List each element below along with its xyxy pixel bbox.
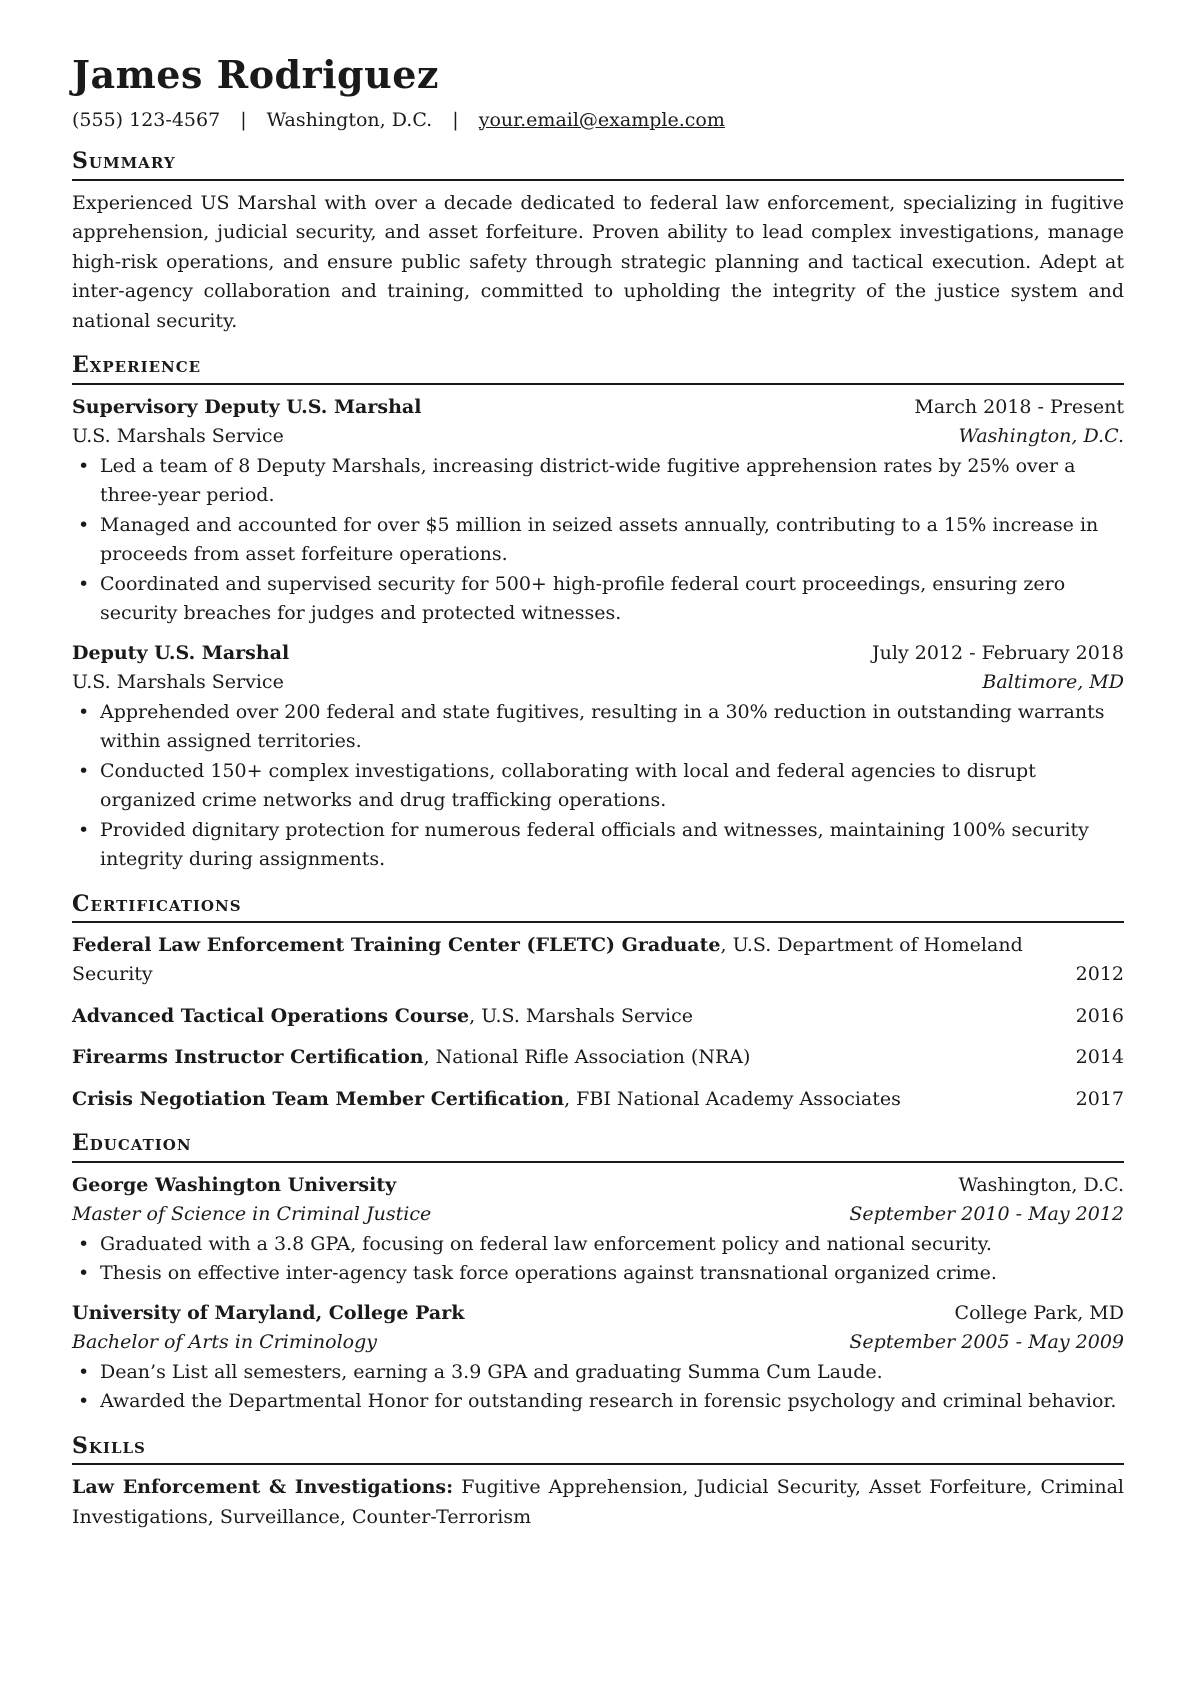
cert-name: Federal Law Enforcement Training Center (FLETC) Graduate (72, 933, 721, 956)
cert-issuer: , FBI National Academy Associates (564, 1087, 901, 1110)
bullet-item (72, 1358, 1124, 1388)
degree-name: Bachelor of Arts in Criminology (72, 1331, 378, 1354)
bullet-icon: • (78, 759, 90, 782)
bullet-icon: • (78, 454, 90, 477)
candidate-name: James Rodriguez (72, 52, 440, 97)
bullet-icon: • (78, 513, 90, 536)
bullet-icon: • (78, 1390, 90, 1413)
job-entry (72, 393, 1124, 629)
job-org: U.S. Marshals Service (72, 671, 284, 694)
skill-list: Fugitive Apprehension, Judicial Security, Asset Forfeiture, Criminal Investigations, Surveillance, Counter-Terrorism (72, 1476, 1124, 1528)
cert-issuer: , National Rifle Association (NRA) (423, 1046, 751, 1069)
cert-year: 2012 (1075, 963, 1124, 986)
cert-issuer: , U.S. Department of Homeland Security (72, 933, 1023, 986)
cert-name: Crisis Negotiation Team Member Certification (72, 1087, 565, 1110)
school-name: University of Maryland, College Park (72, 1301, 465, 1324)
section-title-education: Education (72, 1130, 1124, 1162)
bullet-text: Conducted 150+ complex investigations, collaborating with local and federal agencies to disrupt organized crime networks and drug trafficking operations. (100, 759, 1036, 812)
section-title-experience: Experience (72, 352, 1124, 384)
job-header (72, 639, 1124, 669)
resume-page (72, 52, 1124, 1532)
job-bullets (72, 452, 1124, 629)
experience-section (72, 352, 1124, 874)
bullet-icon: • (78, 572, 90, 595)
bullet-icon: • (78, 1232, 90, 1255)
job-org: U.S. Marshals Service (72, 425, 284, 448)
bullet-text: Thesis on effective inter-agency task force operations against transnational organized crime. (100, 1262, 997, 1285)
cert-year: 2017 (1075, 1087, 1124, 1110)
certification-item (72, 1002, 1124, 1032)
contact-separator: | (240, 108, 247, 131)
contact-line (72, 108, 1124, 133)
job-dates: July 2012 - February 2018 (872, 641, 1124, 664)
contact-separator: | (452, 108, 459, 131)
bullet-item (72, 570, 1124, 629)
cert-issuer: , U.S. Marshals Service (469, 1004, 693, 1027)
skill-category: Law Enforcement & Investigations: (72, 1476, 454, 1499)
summary-text: Experienced US Marshal with over a decade dedicated to federal law enforcement, specializing in fugitive apprehension, judicial security, and asset forfeiture. Proven ability to lead complex investigations, manage high-risk operations, and ensure public safety through strategic planning and tactical execution. Adept at inter-agency collaboration and training, committed to upholding the integrity of the justice system and national security. (72, 191, 1124, 332)
bullet-text: Managed and accounted for over $5 million in seized assets annually, contributing to a 15% increase in proceeds from asset forfeiture operations. (100, 513, 1099, 566)
section-title-summary: Summary (72, 148, 1124, 180)
certification-item (72, 1085, 1124, 1115)
cert-year: 2016 (1075, 1004, 1124, 1027)
education-bullets (72, 1230, 1124, 1289)
certification-item (72, 1043, 1124, 1073)
school-location: Washington, D.C. (958, 1173, 1124, 1196)
degree-dates: September 2010 - May 2012 (849, 1203, 1124, 1226)
degree-dates: September 2005 - May 2009 (849, 1331, 1124, 1354)
job-role: Supervisory Deputy U.S. Marshal (72, 395, 422, 418)
bullet-text: Provided dignitary protection for numerous federal officials and witnesses, maintaining 100% security integrity during assignments. (100, 818, 1089, 871)
bullet-item (72, 511, 1124, 570)
education-entry (72, 1299, 1124, 1417)
bullet-item (72, 452, 1124, 511)
school-header (72, 1171, 1124, 1201)
job-role: Deputy U.S. Marshal (72, 641, 290, 664)
section-title-certifications: Certifications (72, 891, 1124, 923)
education-entry (72, 1171, 1124, 1289)
degree-row (72, 1200, 1124, 1230)
degree-name: Master of Science in Criminal Justice (72, 1203, 432, 1226)
bullet-item (72, 816, 1124, 875)
job-entry (72, 639, 1124, 875)
bullet-item (72, 1387, 1124, 1417)
job-location: Washington, D.C. (958, 425, 1124, 448)
bullet-text: Awarded the Departmental Honor for outstanding research in forensic psychology and criminal behavior. (100, 1390, 1117, 1413)
bullet-icon: • (78, 700, 90, 723)
school-name: George Washington University (72, 1173, 397, 1196)
bullet-item (72, 698, 1124, 757)
email-link[interactable]: your.email@example.com (478, 108, 725, 131)
bullet-text: Coordinated and supervised security for 500+ high-profile federal court proceedings, ensuring zero security breaches for judges and protected witnesses. (100, 572, 1066, 625)
cert-name: Firearms Instructor Certification (72, 1046, 424, 1069)
summary-section (72, 148, 1124, 336)
cert-year: 2014 (1075, 1046, 1124, 1069)
job-bullets (72, 698, 1124, 875)
bullet-item (72, 1259, 1124, 1289)
skills-section (72, 1433, 1124, 1532)
bullet-text: Graduated with a 3.8 GPA, focusing on federal law enforcement policy and national security. (100, 1232, 992, 1255)
school-header (72, 1299, 1124, 1329)
bullet-text: Apprehended over 200 federal and state fugitives, resulting in a 30% reduction in outstanding warrants within assigned territories. (100, 700, 1105, 753)
bullet-item (72, 757, 1124, 816)
job-subheader (72, 668, 1124, 698)
bullet-icon: • (78, 1262, 90, 1285)
school-location: College Park, MD (954, 1301, 1124, 1324)
location: Washington, D.C. (266, 108, 433, 131)
certification-item (72, 931, 1124, 990)
bullet-text: Dean’s List all semesters, earning a 3.9 GPA and graduating Summa Cum Laude. (100, 1360, 883, 1383)
bullet-text: Led a team of 8 Deputy Marshals, increasing district-wide fugitive apprehension rates by 25% over a three-year period. (100, 454, 1076, 507)
bullet-icon: • (78, 1360, 90, 1383)
education-bullets (72, 1358, 1124, 1417)
degree-row (72, 1328, 1124, 1358)
job-location: Baltimore, MD (982, 671, 1124, 694)
bullet-icon: • (78, 818, 90, 841)
job-header (72, 393, 1124, 423)
phone-number: (555) 123-4567 (72, 108, 221, 131)
cert-name: Advanced Tactical Operations Course (72, 1004, 470, 1027)
skill-line (72, 1473, 1124, 1532)
section-title-skills: Skills (72, 1433, 1124, 1465)
education-section (72, 1130, 1124, 1416)
certifications-section (72, 891, 1124, 1115)
job-subheader (72, 422, 1124, 452)
bullet-item (72, 1230, 1124, 1260)
job-dates: March 2018 - Present (914, 395, 1124, 418)
